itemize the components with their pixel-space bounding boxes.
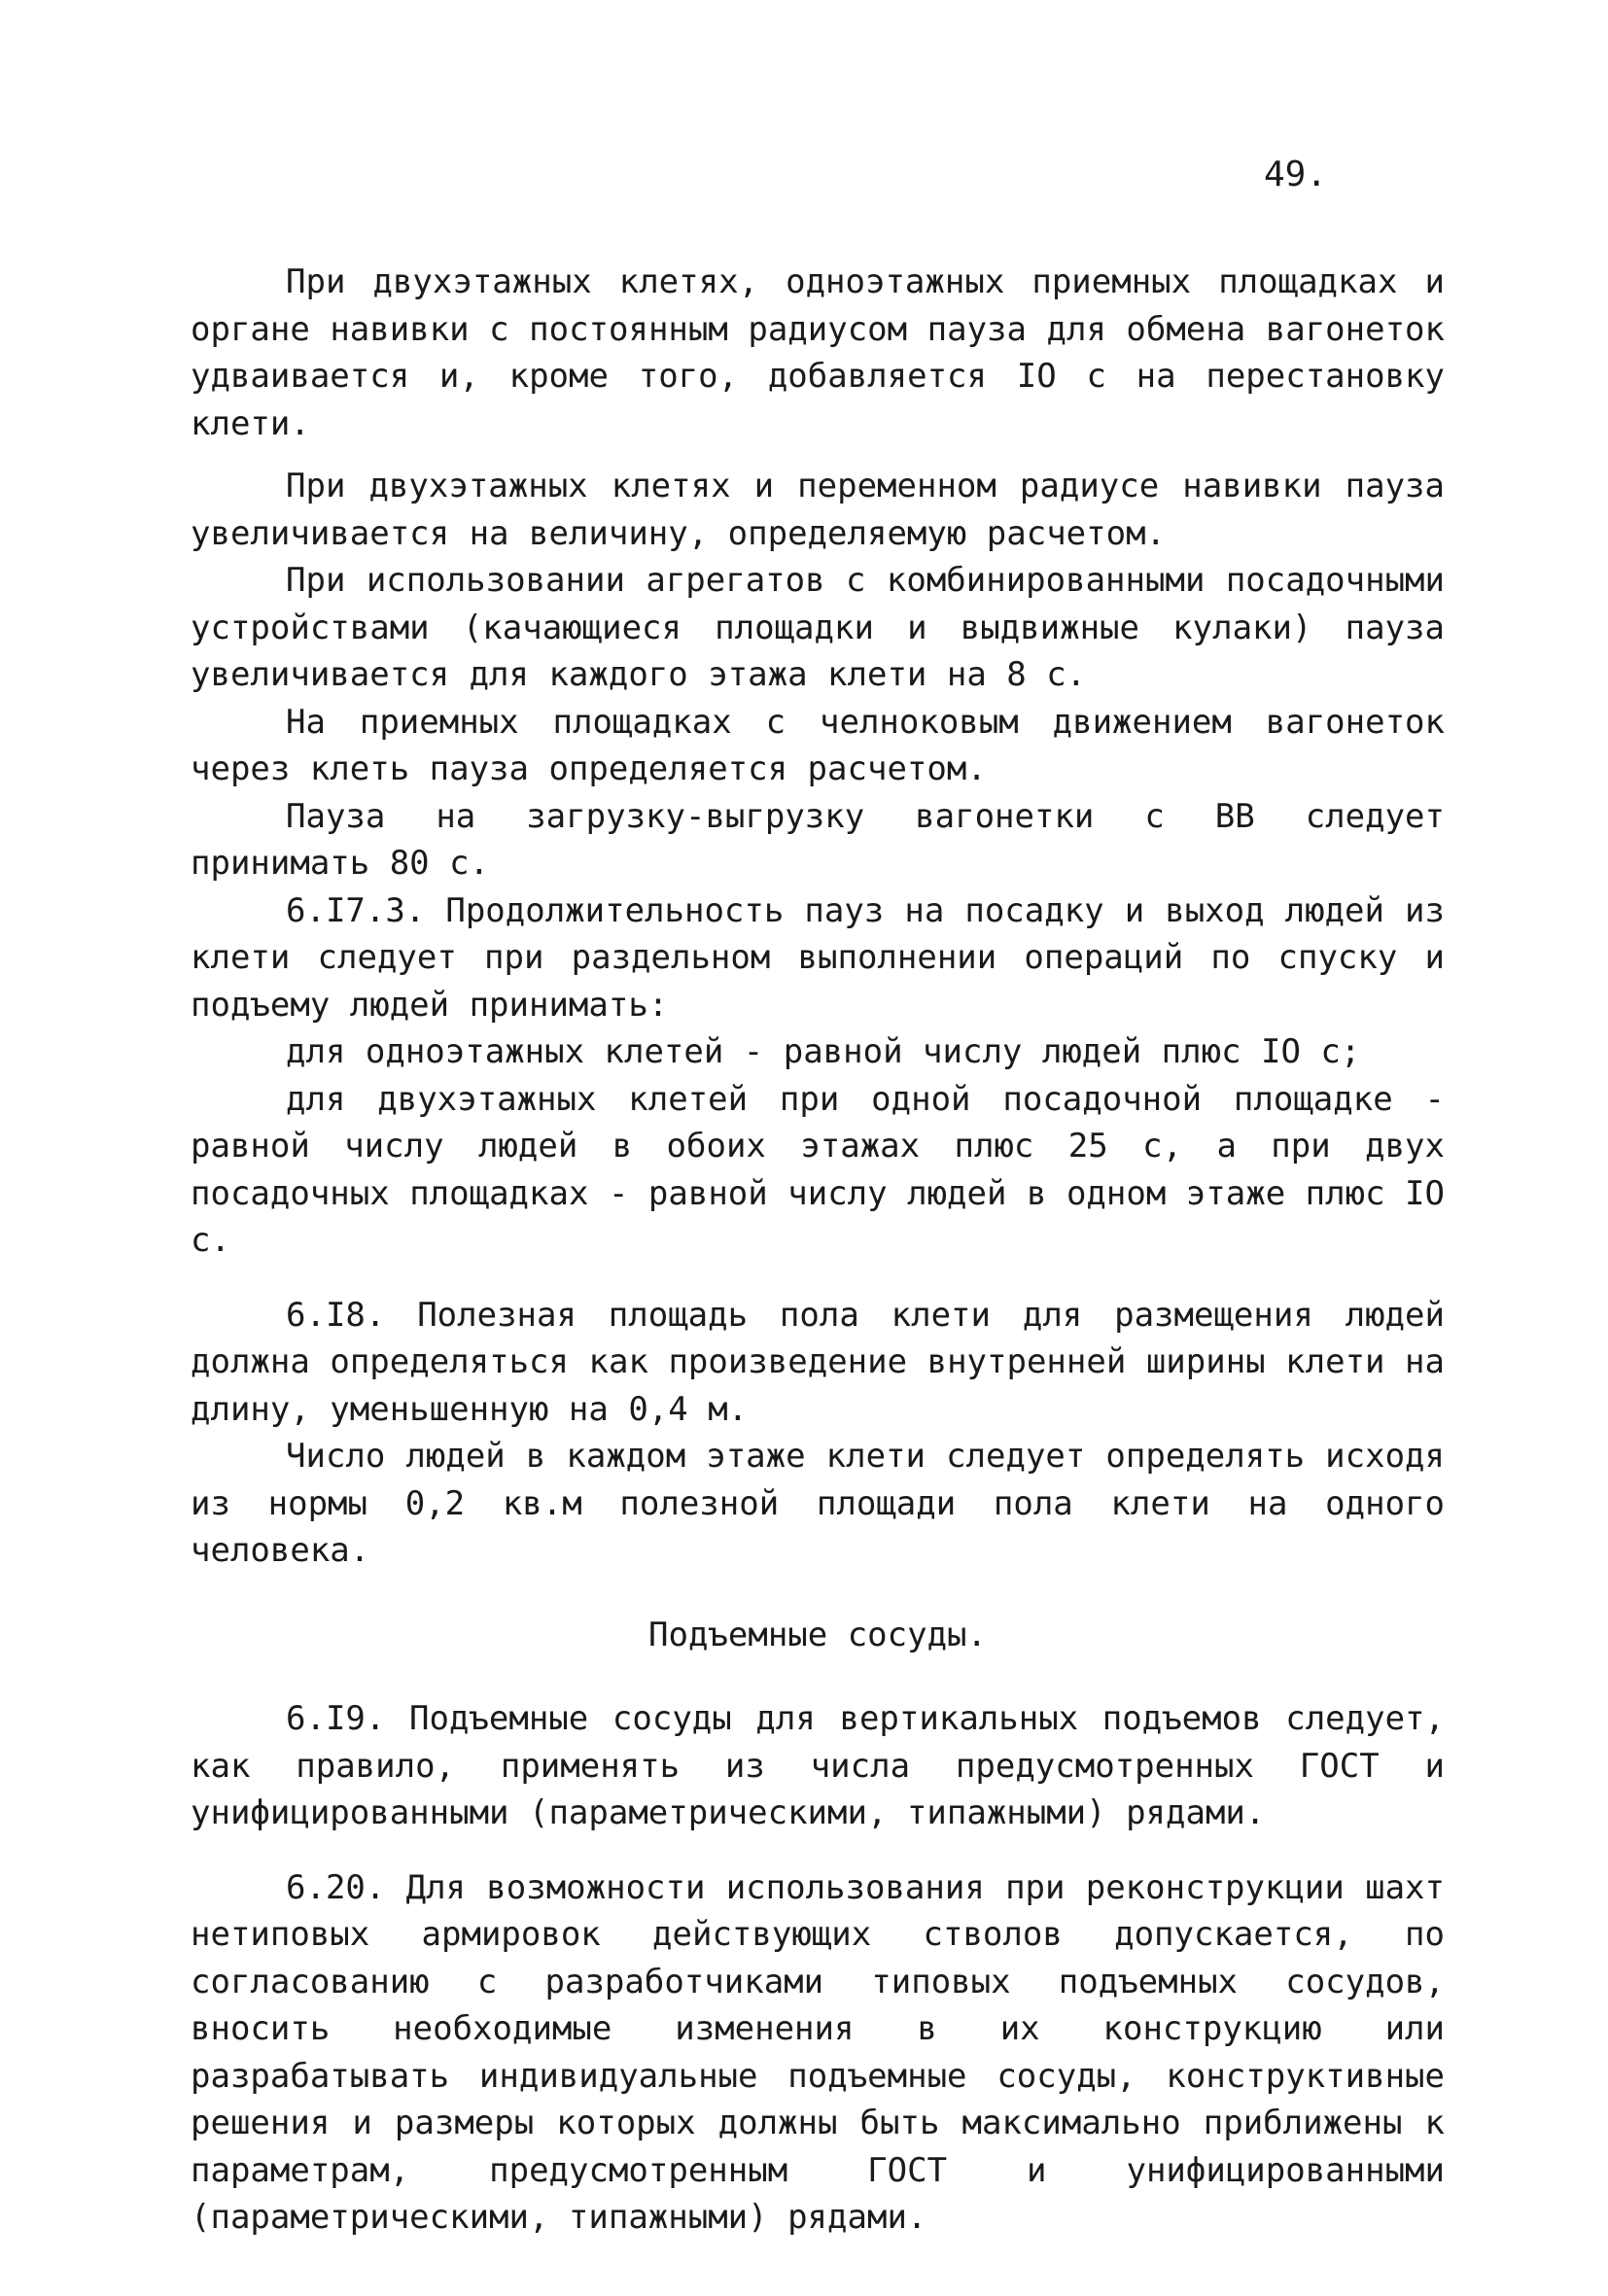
document-body: [191, 259, 1445, 2242]
paragraph-shuttle-movement: На приемных площадках с челноковым движением вагонеток через клеть пауза определяется расчетом.: [191, 702, 1445, 788]
paragraph-double-deck-people: для двухэтажных клетей при одной посадочной площадке - равной числу людей в обоих этажах плюс 25 с, а при двух посадочных площадках - равной числу людей в одном этаже плюс IO с.: [191, 1079, 1445, 1260]
paragraph-6-20: 6.20. Для возможности использования при реконструкции шахт нетиповых армировок действующих стволов допускается, по согласованию с разработчиками типовых подъемных сосудов, вносить необходимые изменения в их конструкцию или разрабатывать индивидуальные подъемные сосуды, конструктивные решения и размеры которых должны быть максимально приближены к параметрам, предусмотренным ГОСТ и унифицированными (параметрическими, типажными) рядами.: [191, 1867, 1445, 2237]
page-number: 49.: [1264, 155, 1328, 194]
paragraph-pause-double-deck: При двухэтажных клетях, одноэтажных приемных площадках и органе навивки с постоянным радиусом пауза для обмена вагонеток удваивается и, кроме того, добавляется IO с на перестановку клети.: [191, 262, 1445, 443]
paragraph-6-19: 6.I9. Подъемные сосуды для вертикальных подъемов следует, как правило, применять из числа предусмотренных ГОСТ и унифицированными (параметрическими, типажными) рядами.: [191, 1699, 1445, 1832]
paragraph-combined-devices: При использовании агрегатов с комбинированными посадочными устройствами (качающиеся площадки и выдвижные кулаки) пауза увеличивается для каждого этажа клети на 8 с.: [191, 561, 1445, 694]
paragraph-people-per-deck: Число людей в каждом этаже клети следует определять исходя из нормы 0,2 кв.м полезной площади пола клети на одного человека.: [191, 1437, 1445, 1570]
section-heading: Подъемные сосуды.: [648, 1615, 987, 1654]
paragraph-explosives-loading: Пауза на загрузку-выгрузку вагонетки с ВВ следует принимать 80 с.: [191, 796, 1445, 883]
paragraph-variable-radius: При двухэтажных клетях и переменном радиусе навивки пауза увеличивается на величину, определяемую расчетом.: [191, 467, 1445, 553]
paragraph-single-deck-people: для одноэтажных клетей - равной числу людей плюс IO с;: [286, 1032, 1361, 1071]
paragraph-6-18: 6.I8. Полезная площадь пола клети для размещения людей должна определяться как произведение внутренней ширины клети на длину, уменьшенную на 0,4 м.: [191, 1295, 1445, 1429]
paragraph-6-17-3: 6.I7.3. Продолжительность пауз на посадку и выход людей из клети следует при раздельном выполнении операций по спуску и подъему людей принимать:: [191, 890, 1445, 1025]
